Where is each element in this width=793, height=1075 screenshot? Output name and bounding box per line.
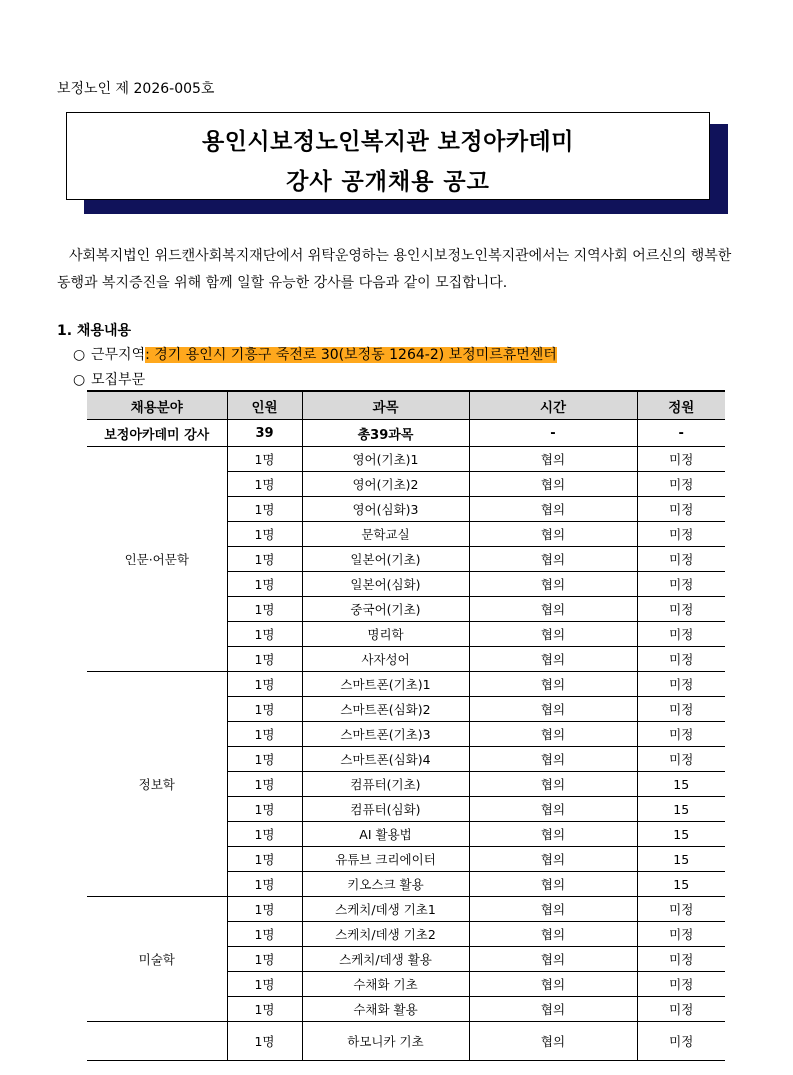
- intro-paragraph: 사회복지법인 위드캔사회복지재단에서 위탁운영하는 용인시보정노인복지관에서는 지역사회 어르신의 행복한 동행과 복지증진을 위해 함께 일할 유능한 강사를 다음과 같이 모집합니다.: [57, 248, 732, 291]
- capacity-cell: 미정: [637, 722, 725, 747]
- time-cell: 협의: [469, 747, 637, 772]
- count-cell: 1명: [227, 897, 302, 922]
- subject-cell: 스마트폰(기초)3: [302, 722, 469, 747]
- header-count: 인원: [227, 391, 302, 420]
- subject-cell: 영어(기초)2: [302, 472, 469, 497]
- table-row: [87, 447, 725, 472]
- capacity-cell: 15: [637, 822, 725, 847]
- capacity-cell: 미정: [637, 547, 725, 572]
- subject-cell: 스케치/데생 활용: [302, 947, 469, 972]
- category-cell: 정보학: [87, 672, 227, 897]
- time-cell: 협의: [469, 522, 637, 547]
- time-cell: 협의: [469, 697, 637, 722]
- count-cell: 1명: [227, 597, 302, 622]
- count-cell: 1명: [227, 922, 302, 947]
- section-heading: 1. 채용내용: [57, 323, 132, 339]
- location-label: 근무지역: [91, 347, 146, 363]
- header-subject: 과목: [302, 391, 469, 420]
- bullet-mark: ○: [73, 347, 86, 363]
- time-cell: 협의: [469, 772, 637, 797]
- category-cell: 인문·어문학: [87, 447, 227, 672]
- table-header-row: [87, 391, 725, 420]
- total-time: -: [469, 420, 637, 447]
- table-row: [87, 1022, 725, 1061]
- time-cell: 협의: [469, 997, 637, 1022]
- capacity-cell: 15: [637, 872, 725, 897]
- page-title-line1: 용인시보정노인복지관 보정아카데미: [202, 129, 574, 155]
- capacity-cell: 미정: [637, 972, 725, 997]
- capacity-cell: 미정: [637, 1022, 725, 1061]
- capacity-cell: 미정: [637, 522, 725, 547]
- time-cell: 협의: [469, 447, 637, 472]
- time-cell: 협의: [469, 972, 637, 997]
- capacity-cell: 미정: [637, 897, 725, 922]
- subject-cell: 스마트폰(심화)2: [302, 697, 469, 722]
- capacity-cell: 미정: [637, 647, 725, 672]
- subject-cell: 컴퓨터(심화): [302, 797, 469, 822]
- subject-cell: 키오스크 활용: [302, 872, 469, 897]
- count-cell: 1명: [227, 747, 302, 772]
- table-row: [87, 672, 725, 697]
- count-cell: 1명: [227, 722, 302, 747]
- count-cell: 1명: [227, 972, 302, 997]
- time-cell: 협의: [469, 797, 637, 822]
- subject-cell: 스케치/데생 기초1: [302, 897, 469, 922]
- total-field: 보정아카데미 강사: [87, 420, 227, 447]
- subject-cell: 명리학: [302, 622, 469, 647]
- time-cell: 협의: [469, 947, 637, 972]
- capacity-cell: 미정: [637, 672, 725, 697]
- document-number: 보정노인 제 2026-005호: [57, 81, 215, 97]
- time-cell: 협의: [469, 722, 637, 747]
- time-cell: 협의: [469, 547, 637, 572]
- total-subject: 총39과목: [302, 420, 469, 447]
- subject-cell: 문학교실: [302, 522, 469, 547]
- capacity-cell: 미정: [637, 497, 725, 522]
- time-cell: 협의: [469, 672, 637, 697]
- capacity-cell: 미정: [637, 922, 725, 947]
- bullet-mark: ○: [73, 372, 86, 388]
- subject-cell: 영어(심화)3: [302, 497, 469, 522]
- subject-cell: 스마트폰(심화)4: [302, 747, 469, 772]
- count-cell: 1명: [227, 522, 302, 547]
- location-value: : 경기 용인시 기흥구 죽전로 30(보정동 1264-2) 보정미르휴먼센터: [145, 347, 557, 363]
- subject-cell: 일본어(기초): [302, 547, 469, 572]
- capacity-cell: 15: [637, 797, 725, 822]
- location-bullet: [73, 344, 557, 364]
- count-cell: 1명: [227, 472, 302, 497]
- capacity-cell: 미정: [637, 572, 725, 597]
- time-cell: 협의: [469, 847, 637, 872]
- count-cell: 1명: [227, 997, 302, 1022]
- total-capacity: -: [637, 420, 725, 447]
- count-cell: 1명: [227, 547, 302, 572]
- subject-cell: 수채화 활용: [302, 997, 469, 1022]
- subject-cell: 수채화 기초: [302, 972, 469, 997]
- subject-cell: 영어(기초)1: [302, 447, 469, 472]
- capacity-cell: 미정: [637, 947, 725, 972]
- time-cell: 협의: [469, 822, 637, 847]
- subject-cell: 유튜브 크리에이터: [302, 847, 469, 872]
- header-field: 채용분야: [87, 391, 227, 420]
- count-cell: 1명: [227, 947, 302, 972]
- total-count: 39: [227, 420, 302, 447]
- subject-cell: 스케치/데생 기초2: [302, 922, 469, 947]
- count-cell: 1명: [227, 672, 302, 697]
- capacity-cell: 미정: [637, 997, 725, 1022]
- time-cell: 협의: [469, 597, 637, 622]
- subject-cell: 하모니카 기초: [302, 1022, 469, 1061]
- time-cell: 협의: [469, 647, 637, 672]
- title-box: [66, 112, 710, 200]
- count-cell: 1명: [227, 872, 302, 897]
- time-cell: 협의: [469, 872, 637, 897]
- time-cell: 협의: [469, 472, 637, 497]
- subject-cell: 스마트폰(기초)1: [302, 672, 469, 697]
- capacity-cell: 15: [637, 772, 725, 797]
- count-cell: 1명: [227, 1022, 302, 1061]
- time-cell: 협의: [469, 572, 637, 597]
- table-row: [87, 897, 725, 922]
- subject-cell: 사자성어: [302, 647, 469, 672]
- count-cell: 1명: [227, 697, 302, 722]
- time-cell: 협의: [469, 922, 637, 947]
- count-cell: 1명: [227, 622, 302, 647]
- capacity-cell: 미정: [637, 597, 725, 622]
- count-cell: 1명: [227, 822, 302, 847]
- capacity-cell: 미정: [637, 697, 725, 722]
- capacity-cell: 미정: [637, 747, 725, 772]
- subject-cell: AI 활용법: [302, 822, 469, 847]
- subject-cell: 컴퓨터(기초): [302, 772, 469, 797]
- count-cell: 1명: [227, 797, 302, 822]
- capacity-cell: 미정: [637, 472, 725, 497]
- page-title-line2: 강사 공개채용 공고: [286, 169, 490, 195]
- count-cell: 1명: [227, 497, 302, 522]
- count-cell: 1명: [227, 447, 302, 472]
- capacity-cell: 미정: [637, 447, 725, 472]
- header-time: 시간: [469, 391, 637, 420]
- time-cell: 협의: [469, 1022, 637, 1061]
- count-cell: 1명: [227, 772, 302, 797]
- recruitment-table: [87, 390, 725, 1061]
- subject-cell: 중국어(기초): [302, 597, 469, 622]
- time-cell: 협의: [469, 497, 637, 522]
- category-cell: [87, 1022, 227, 1061]
- count-cell: 1명: [227, 847, 302, 872]
- subject-cell: 일본어(심화): [302, 572, 469, 597]
- count-cell: 1명: [227, 647, 302, 672]
- category-cell: 미술학: [87, 897, 227, 1022]
- time-cell: 협의: [469, 897, 637, 922]
- total-row: [87, 420, 725, 447]
- header-capacity: 정원: [637, 391, 725, 420]
- count-cell: 1명: [227, 572, 302, 597]
- recruit-label: 모집부문: [91, 372, 146, 388]
- recruit-bullet: [73, 369, 145, 389]
- capacity-cell: 15: [637, 847, 725, 872]
- capacity-cell: 미정: [637, 622, 725, 647]
- time-cell: 협의: [469, 622, 637, 647]
